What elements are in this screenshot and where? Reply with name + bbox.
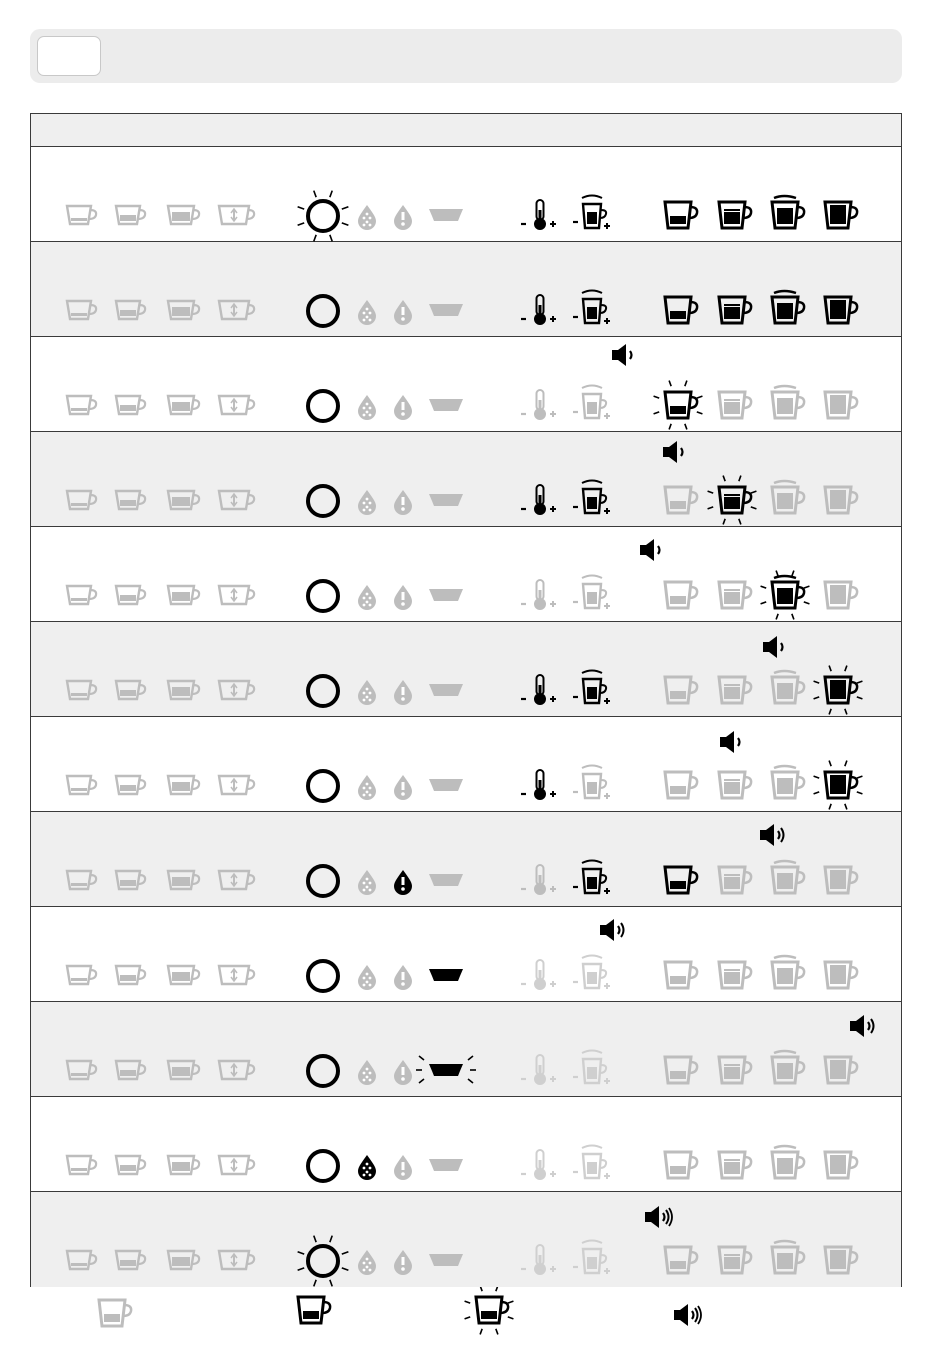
- cup-level-1-icon: [665, 1057, 697, 1083]
- cup-large-icon: [168, 1061, 199, 1079]
- descale-drop-icon: [394, 395, 412, 420]
- table-header-row: [31, 114, 901, 147]
- cup-level-1-icon: [665, 487, 697, 513]
- descale-drop-icon: [394, 870, 412, 895]
- cup-level-4-icon: [825, 582, 857, 608]
- cup-large-icon: [168, 586, 199, 604]
- cup-adjustable-icon: [219, 1061, 254, 1079]
- drip-tray-icon: [429, 304, 463, 316]
- cup-medium-icon: [116, 776, 145, 794]
- cup-level-1-icon: [665, 202, 697, 228]
- cup-level-3-icon: [772, 291, 804, 323]
- cup-adjustable-icon: [219, 1251, 254, 1269]
- coffee-strength-icon: [573, 671, 610, 705]
- status-row-icons: [31, 717, 901, 812]
- speaker-icon: [612, 344, 632, 366]
- cup-medium-icon: [116, 206, 145, 224]
- status-row: [31, 1002, 901, 1097]
- descale-drop-icon: [394, 680, 412, 705]
- cup-medium-icon: [116, 1061, 145, 1079]
- cup-level-4-icon: [825, 202, 857, 228]
- power-ring-icon: [308, 391, 338, 421]
- power-ring-icon: [308, 771, 338, 801]
- header-box: [37, 36, 101, 76]
- cup-adjustable-icon: [219, 1156, 254, 1174]
- coffee-strength-icon: [573, 386, 610, 420]
- cup-level-3-icon: [772, 386, 804, 418]
- cup-small-icon: [67, 491, 96, 509]
- cup-level-2-icon: [719, 1057, 751, 1083]
- cup-large-icon: [168, 396, 199, 414]
- descale-drop-icon: [394, 585, 412, 610]
- cup-small-icon: [67, 586, 96, 604]
- water-drop-icon: [358, 490, 376, 515]
- temperature-icon: [521, 295, 556, 325]
- legend-cup-blink-icon: [465, 1287, 514, 1334]
- cup-large-icon: [168, 871, 199, 889]
- power-ring-icon: [308, 866, 338, 896]
- cup-large-icon: [168, 491, 199, 509]
- status-row-icons: [31, 907, 901, 1002]
- cup-adjustable-icon: [219, 586, 254, 604]
- descale-drop-icon: [394, 965, 412, 990]
- cup-small-icon: [67, 1061, 96, 1079]
- cup-large-icon: [168, 206, 199, 224]
- cup-level-2-icon: [719, 202, 751, 228]
- cup-level-4-icon: [814, 666, 863, 715]
- status-row: [31, 242, 901, 337]
- legend: [0, 1287, 950, 1347]
- cup-level-2-icon: [719, 297, 751, 323]
- status-row-icons: [31, 337, 901, 432]
- cup-small-icon: [67, 1156, 96, 1174]
- drip-tray-icon: [429, 1159, 463, 1171]
- status-row: [31, 812, 901, 907]
- power-ring-icon: [308, 961, 338, 991]
- power-ring-icon: [308, 1151, 338, 1181]
- cup-medium-icon: [116, 966, 145, 984]
- water-drop-icon: [358, 775, 376, 800]
- cup-medium-icon: [116, 586, 145, 604]
- cup-level-3-icon: [772, 956, 804, 988]
- status-row: [31, 147, 901, 242]
- speaker-icon: [645, 1206, 672, 1228]
- coffee-strength-icon: [573, 196, 610, 230]
- cup-adjustable-icon: [219, 491, 254, 509]
- descale-drop-icon: [394, 205, 412, 230]
- cup-level-3-icon: [772, 766, 804, 798]
- cup-adjustable-icon: [219, 396, 254, 414]
- cup-small-icon: [67, 301, 96, 319]
- descale-drop-icon: [394, 490, 412, 515]
- status-row-icons: [31, 1097, 901, 1192]
- cup-level-4-icon: [825, 1152, 857, 1178]
- water-drop-icon: [358, 1060, 376, 1085]
- cup-large-icon: [168, 1251, 199, 1269]
- cup-level-2-icon: [719, 962, 751, 988]
- cup-level-2-icon: [719, 582, 751, 608]
- coffee-strength-icon: [573, 861, 610, 895]
- coffee-strength-icon: [573, 291, 610, 325]
- status-row: [31, 907, 901, 1002]
- power-ring-icon: [308, 1056, 338, 1086]
- status-row-icons: [31, 527, 901, 622]
- drip-tray-icon: [429, 209, 463, 221]
- status-row: [31, 432, 901, 527]
- cup-adjustable-icon: [219, 776, 254, 794]
- cup-level-3-icon: [772, 196, 804, 228]
- temperature-icon: [521, 580, 556, 610]
- cup-medium-icon: [116, 301, 145, 319]
- water-drop-icon: [358, 585, 376, 610]
- header-bar: [30, 29, 902, 83]
- power-ring-icon: [298, 1236, 349, 1287]
- power-ring-icon: [308, 676, 338, 706]
- cup-level-1-icon: [665, 1247, 697, 1273]
- coffee-strength-icon: [573, 1146, 610, 1180]
- cup-level-3-icon: [772, 1051, 804, 1083]
- cup-level-3-icon: [761, 571, 810, 620]
- legend-cup-off-icon: [99, 1300, 131, 1326]
- legend-svg: [0, 1287, 950, 1347]
- cup-large-icon: [168, 776, 199, 794]
- cup-level-3-icon: [772, 861, 804, 893]
- cup-small-icon: [67, 966, 96, 984]
- drip-tray-icon: [429, 589, 463, 601]
- drip-tray-icon: [429, 494, 463, 506]
- status-row-icons: [31, 242, 901, 337]
- cup-level-2-icon: [719, 677, 751, 703]
- status-row: [31, 622, 901, 717]
- cup-level-4-icon: [825, 487, 857, 513]
- water-drop-icon: [358, 300, 376, 325]
- water-drop-icon: [358, 965, 376, 990]
- temperature-icon: [521, 485, 556, 515]
- cup-level-1-icon: [665, 297, 697, 323]
- cup-medium-icon: [116, 396, 145, 414]
- status-row: [31, 717, 901, 812]
- coffee-strength-icon: [573, 956, 610, 990]
- speaker-icon: [640, 539, 660, 561]
- cup-level-4-icon: [825, 297, 857, 323]
- status-row: [31, 527, 901, 622]
- cup-level-2-icon: [719, 392, 751, 418]
- coffee-strength-icon: [573, 1241, 610, 1275]
- cup-small-icon: [67, 871, 96, 889]
- coffee-strength-icon: [573, 766, 610, 800]
- speaker-icon: [720, 731, 740, 753]
- status-row: [31, 1192, 901, 1287]
- coffee-strength-icon: [573, 1051, 610, 1085]
- water-drop-icon: [358, 395, 376, 420]
- cup-level-1-icon: [654, 381, 703, 430]
- temperature-icon: [521, 1150, 556, 1180]
- cup-small-icon: [67, 206, 96, 224]
- speaker-icon: [760, 824, 784, 846]
- cup-level-1-icon: [665, 867, 697, 893]
- cup-level-4-icon: [825, 1247, 857, 1273]
- descale-drop-icon: [394, 1250, 412, 1275]
- cup-level-2-icon: [719, 1247, 751, 1273]
- cup-medium-icon: [116, 871, 145, 889]
- cup-level-2-icon: [708, 476, 757, 525]
- cup-small-icon: [67, 1251, 96, 1269]
- temperature-icon: [521, 865, 556, 895]
- cup-medium-icon: [116, 491, 145, 509]
- descale-drop-icon: [394, 1155, 412, 1180]
- cup-level-3-icon: [772, 481, 804, 513]
- temperature-icon: [521, 960, 556, 990]
- drip-tray-icon: [429, 969, 463, 981]
- status-row: [31, 337, 901, 432]
- water-drop-icon: [358, 1155, 376, 1180]
- status-row-icons: [31, 812, 901, 907]
- power-ring-icon: [308, 581, 338, 611]
- speaker-icon: [600, 919, 624, 941]
- water-drop-icon: [358, 1250, 376, 1275]
- power-ring-icon: [298, 191, 349, 242]
- cup-medium-icon: [116, 1251, 145, 1269]
- cup-adjustable-icon: [219, 871, 254, 889]
- temperature-icon: [521, 200, 556, 230]
- drip-tray-icon: [429, 1254, 463, 1266]
- cup-level-1-icon: [665, 772, 697, 798]
- coffee-strength-icon: [573, 481, 610, 515]
- speaker-icon: [850, 1015, 874, 1037]
- cup-small-icon: [67, 776, 96, 794]
- water-drop-icon: [358, 680, 376, 705]
- status-row-icons: [31, 1192, 901, 1287]
- cup-small-icon: [67, 681, 96, 699]
- status-row-icons: [31, 1002, 901, 1097]
- status-row-icons: [31, 622, 901, 717]
- power-ring-icon: [308, 296, 338, 326]
- temperature-icon: [521, 1245, 556, 1275]
- cup-adjustable-icon: [219, 301, 254, 319]
- cup-level-2-icon: [719, 1152, 751, 1178]
- cup-medium-icon: [116, 1156, 145, 1174]
- cup-level-4-icon: [814, 761, 863, 810]
- water-drop-icon: [358, 870, 376, 895]
- speaker-icon: [663, 441, 683, 463]
- cup-level-3-icon: [772, 1146, 804, 1178]
- cup-level-2-icon: [719, 772, 751, 798]
- cup-level-3-icon: [772, 1241, 804, 1273]
- cup-level-3-icon: [772, 671, 804, 703]
- cup-large-icon: [168, 301, 199, 319]
- cup-level-4-icon: [825, 392, 857, 418]
- water-drop-icon: [358, 205, 376, 230]
- cup-large-icon: [168, 1156, 199, 1174]
- speaker-icon: [763, 636, 783, 658]
- cup-adjustable-icon: [219, 206, 254, 224]
- descale-drop-icon: [394, 300, 412, 325]
- temperature-icon: [521, 675, 556, 705]
- cup-medium-icon: [116, 681, 145, 699]
- drip-tray-icon: [429, 779, 463, 791]
- cup-adjustable-icon: [219, 966, 254, 984]
- legend-cup-on-icon: [298, 1297, 330, 1323]
- temperature-icon: [521, 390, 556, 420]
- cup-large-icon: [168, 681, 199, 699]
- cup-adjustable-icon: [219, 681, 254, 699]
- cup-level-1-icon: [665, 677, 697, 703]
- status-row-icons: [31, 147, 901, 242]
- drip-tray-icon: [429, 399, 463, 411]
- status-row-icons: [31, 432, 901, 527]
- power-ring-icon: [308, 486, 338, 516]
- cup-large-icon: [168, 966, 199, 984]
- temperature-icon: [521, 770, 556, 800]
- status-table: [30, 113, 902, 1287]
- descale-drop-icon: [394, 775, 412, 800]
- cup-level-4-icon: [825, 962, 857, 988]
- legend-speaker-icon: [674, 1304, 701, 1326]
- coffee-strength-icon: [573, 576, 610, 610]
- temperature-icon: [521, 1055, 556, 1085]
- cup-level-1-icon: [665, 962, 697, 988]
- cup-level-2-icon: [719, 867, 751, 893]
- drip-tray-icon: [429, 684, 463, 696]
- cup-small-icon: [67, 396, 96, 414]
- drip-tray-icon: [416, 1056, 476, 1083]
- cup-level-4-icon: [825, 867, 857, 893]
- cup-level-1-icon: [665, 1152, 697, 1178]
- cup-level-1-icon: [665, 582, 697, 608]
- status-row: [31, 1097, 901, 1192]
- cup-level-4-icon: [825, 1057, 857, 1083]
- descale-drop-icon: [394, 1060, 412, 1085]
- drip-tray-icon: [429, 874, 463, 886]
